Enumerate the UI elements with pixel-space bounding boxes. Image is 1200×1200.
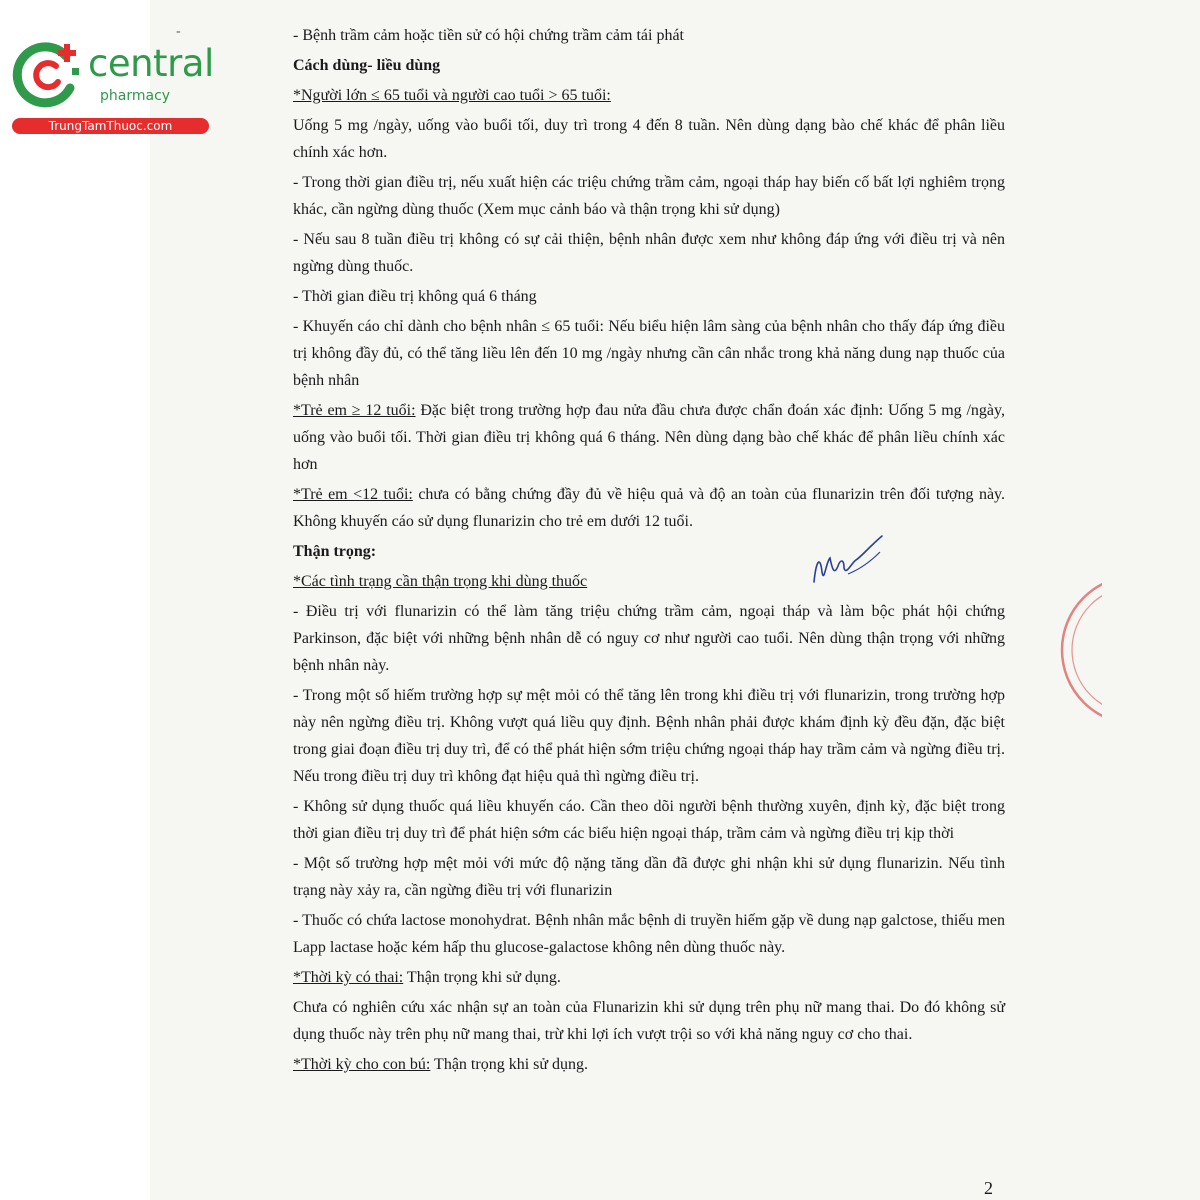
corner-mark: -	[176, 24, 181, 39]
paragraph-label: *Thời kỳ có thai:	[293, 969, 404, 986]
paragraph: - Trong thời gian điều trị, nếu xuất hiện các triệu chứng trầm cảm, ngoại tháp hay biến cố bất lợi nghiêm trọng khác, cần ngừng dùng thuốc (Xem mục cảnh báo và thận trọng khi sử dụng)	[293, 174, 1005, 218]
paragraph: - Một số trường hợp mệt mỏi với mức độ nặng tăng dần đã được ghi nhận khi sử dụng flunarizin. Nếu tình trạng này xảy ra, cần ngừng điều trị với flunarizin	[293, 855, 1005, 899]
central-pharmacy-logo[interactable]	[12, 38, 212, 138]
paragraph-label: *Trẻ em ≥ 12 tuổi:	[293, 402, 416, 419]
paragraph: - Điều trị với flunarizin có thể làm tăng triệu chứng trầm cảm, ngoại tháp và làm bộc phát hội chứng Parkinson, đặc biệt với những bệnh nhân dễ có nguy cơ như người cao tuổi. Nên dùng thận trọng với những bệnh nhân này.	[293, 603, 1005, 674]
paragraph-text: Thận trọng khi sử dụng.	[403, 969, 561, 986]
paragraph-children-over-12	[293, 397, 1005, 478]
paragraph: Uống 5 mg /ngày, uống vào buổi tối, duy trì trong 4 đến 8 tuần. Nên dùng dạng bào chế khác để phân liều chính xác hơn.	[293, 117, 1005, 161]
subheading-conditions	[293, 568, 1005, 595]
paragraph-text: chưa có bằng chứng đầy đủ về hiệu quả và độ an toàn của flunarizin trên đối tượng này. Không khuyến cáo sử dụng flunarizin cho trẻ em dưới 12 tuổi.	[293, 486, 1006, 530]
paragraph: - Nếu sau 8 tuần điều trị không có sự cải thiện, bệnh nhân được xem như không đáp ứng với điều trị và nên ngừng dùng thuốc.	[293, 231, 1005, 275]
subheading-label: *Các tình trạng cần thận trọng khi dùng thuốc	[293, 573, 588, 590]
paragraph-pregnancy	[293, 964, 1005, 991]
document-body	[293, 22, 1005, 1078]
subheading-label: *Người lớn ≤ 65 tuổi và người cao tuổi > 65 tuổi:	[293, 87, 611, 104]
paragraph: - Không sử dụng thuốc quá liều khuyến cáo. Cần theo dõi người bệnh thường xuyên, định kỳ, đặc biệt trong thời gian điều trị duy trì để phát hiện sớm các biểu hiện ngoại tháp, trầm cảm và ngừng điều trị kịp thời	[293, 798, 1005, 842]
paragraph: - Thuốc có chứa lactose monohydrat. Bệnh nhân mắc bệnh di truyền hiếm gặp về dung nạp galctose, thiếu men Lapp lactase hoặc kém hấp thu glucose-galactose không nên dùng thuốc này.	[293, 912, 1005, 956]
stamp-ring	[1058, 560, 1102, 740]
paragraph: Chưa có nghiên cứu xác nhận sự an toàn của Flunarizin khi sử dụng trên phụ nữ mang thai. Do đó không sử dụng thuốc này trên phụ nữ mang thai, trừ khi lợi ích vượt trội so với khả năng nguy cơ cho thai.	[293, 999, 1005, 1043]
paragraph: - Trong một số hiếm trường hợp sự mệt mỏi có thể tăng lên trong khi điều trị với flunarizin, trong trường hợp này nên ngừng điều trị. Không vượt quá liều quy định. Bệnh nhân phải được khám định kỳ đều đặn, đặc biệt trong giai đoạn điều trị duy trì, để có thể phát hiện sớm triệu chứng ngoại tháp hay trầm cảm và ngừng điều trị. Nếu trong điều trị duy trì không đạt hiệu quả thì ngừng điều trị.	[293, 687, 1005, 785]
paragraph-text: Thận trọng khi sử dụng.	[430, 1056, 589, 1073]
paragraph: - Khuyến cáo chỉ dành cho bệnh nhân ≤ 65 tuổi: Nếu biểu hiện lâm sàng của bệnh nhân cho thấy đáp ứng điều trị không đầy đủ, có thể tăng liều lên đến 10 mg /ngày nhưng cần cân nhắc trong khả năng dung nạp thuốc của bệnh nhân	[293, 318, 1005, 389]
page-number: 2	[984, 1178, 993, 1198]
section-heading-precautions: Thận trọng:	[293, 543, 377, 560]
paragraph-label: *Thời kỳ cho con bú:	[293, 1056, 431, 1073]
paragraph-text: Đặc biệt trong trường hợp đau nửa đầu chưa được chẩn đoán xác định: Uống 5 mg /ngày, uống vào buổi tối. Thời gian điều trị không quá 6 tháng. Nên dùng dạng bào chế khác để phân liều chính xác hơn	[293, 402, 1005, 473]
logo-tagline: pharmacy	[100, 88, 171, 104]
subheading-adults	[293, 82, 1005, 109]
paragraph-label: *Trẻ em <12 tuổi:	[293, 486, 413, 503]
paragraph-children-under-12	[293, 481, 1005, 535]
section-heading-dosage: Cách dùng- liều dùng	[293, 57, 441, 74]
paragraph-breastfeeding	[293, 1051, 1005, 1078]
paragraph: - Thời gian điều trị không quá 6 tháng	[293, 288, 537, 305]
logo-brand-name: central	[88, 42, 214, 85]
pharmacy-logo-icon	[12, 38, 86, 110]
partial-red-stamp	[1058, 560, 1102, 740]
logo-website-link[interactable]: TrungTamThuoc.com	[12, 118, 209, 134]
paragraph: - Bệnh trầm cảm hoặc tiền sử có hội chứng trầm cảm tái phát	[293, 27, 684, 44]
handwritten-signature	[808, 532, 888, 592]
